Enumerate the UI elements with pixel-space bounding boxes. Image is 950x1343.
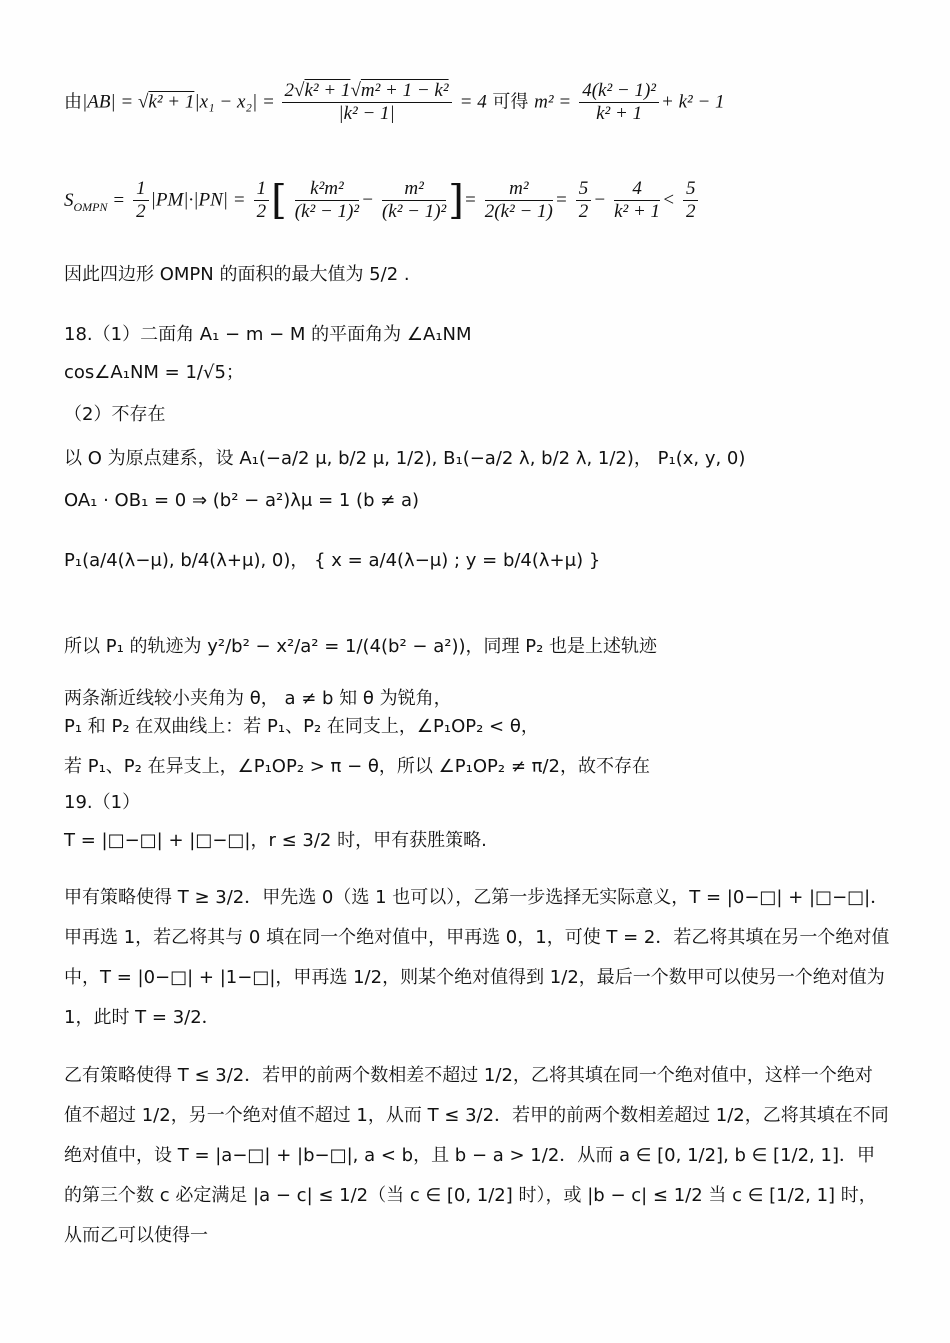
q19-paragraph-2: 乙有策略使得 T ≤ 3/2．若甲的前两个数相差不超过 1/2，乙将其填在同一个绝对值中，这样一个绝对值不超过 1/2，另一个绝对值不超过 1，从而 T ≤ 3/2．若甲的前两个数相差超过 1/2，乙将其填在不同绝对值中，设 T = |a−□| + |b−□|, a < b，且 b − a > 1/2．从而 a ∈ [0, 1/2], b ∈ [1/2, 1]．甲的第三个数 c 必定满足 |a − c| ≤ 1/2（当 c ∈ [0, 1/2] 时），或 |b − c| ≤ 1/2 当 c ∈ [1/2, 1] 时，从而乙可以使得一 xyxy=(64,1065,889,1246)
q19-t-line: T = |□−□| + |□−□|，r ≤ 3/2 时，甲有获胜策略. xyxy=(64,830,487,851)
ab-equation-line: 由|AB| = √k² + 1|x₁ − x₂| = $\frac{\text{2√k² + 1√m² + 1 − k²}}{\text{|k² − 1|}}$ = 4 可得 m² = $\frac{\text{4(k² − 1)²}}{\text{k² + 1}}$ + k² − 1 xyxy=(64,80,725,124)
q18-diff: 若 P₁、P₂ 在异支上，∠P₁OP₂ > π − θ，所以 ∠P₁OP₂ ≠ π/2，故不存在 xyxy=(64,756,650,777)
area-equation-line: $S_{OMPN}$ = $\frac{1}{2}$ |PM|·|PN| = $\frac{1}{2}$ [ $\frac{\text{k²m²}}{\text{(k² − 1)²}}$ − $\frac{\text{m²}}{\text{(k² − 1)²}}$ ]= $\frac{\text{m²}}{\text{2(k² − 1)}}$ = $\frac{5}{2}$ − $\frac{4}{\text{k² + 1}}$ < $\frac{5}{2}$ xyxy=(64,178,890,223)
conclusion-17: 因此四边形 OMPN 的面积的最大值为 5/2 . xyxy=(64,264,410,285)
q18-locus: 所以 P₁ 的轨迹为 y²/b² − x²/a² = 1/(4(b² − a²))，同理 P₂ 也是上述轨迹 xyxy=(64,636,658,657)
q18-dot: OA₁ · OB₁ = 0 ⇒ (b² − a²)λμ = 1 (b ≠ a) xyxy=(64,490,420,511)
q18-coords: 以 O 为原点建系，设 A₁(−a/2 μ, b/2 μ, 1/2), B₁(−a/2 λ, b/2 λ, 1/2)， P₁(x, y, 0) xyxy=(64,448,746,469)
q18-same: P₁ 和 P₂ 在双曲线上：若 P₁、P₂ 在同支上，∠P₁OP₂ < θ， xyxy=(64,716,539,737)
q19-title: 19.（1） xyxy=(64,792,141,813)
q18-p1: P₁(a/4(λ−μ), b/4(λ+μ), 0)， { x = a/4(λ−μ) ; y = b/4(λ+μ) } xyxy=(64,550,601,571)
q18-angle: 两条渐近线较小夹角为 θ， a ≠ b 知 θ 为锐角， xyxy=(64,688,452,709)
q18-cos: cos∠A₁NM = 1/√5； xyxy=(64,362,244,383)
q18-title: 18.（1）二面角 A₁ − m − M 的平面角为 ∠A₁NM xyxy=(64,324,472,345)
q19-paragraph-1: 甲有策略使得 T ≥ 3/2．甲先选 0（选 1 也可以），乙第一步选择无实际意义，T = |0−□| + |□−□|．甲再选 1，若乙将其与 0 填在同一个绝对值中，甲再选 0，1，可使 T = 2．若乙将其填在另一个绝对值中，T = |0−□| + |1−□|，甲再选 1/2，则某个绝对值得到 1/2，最后一个数甲可以使另一个绝对值为 1，此时 T = 3/2． xyxy=(64,887,890,1028)
q18-part2: （2）不存在 xyxy=(64,404,166,425)
